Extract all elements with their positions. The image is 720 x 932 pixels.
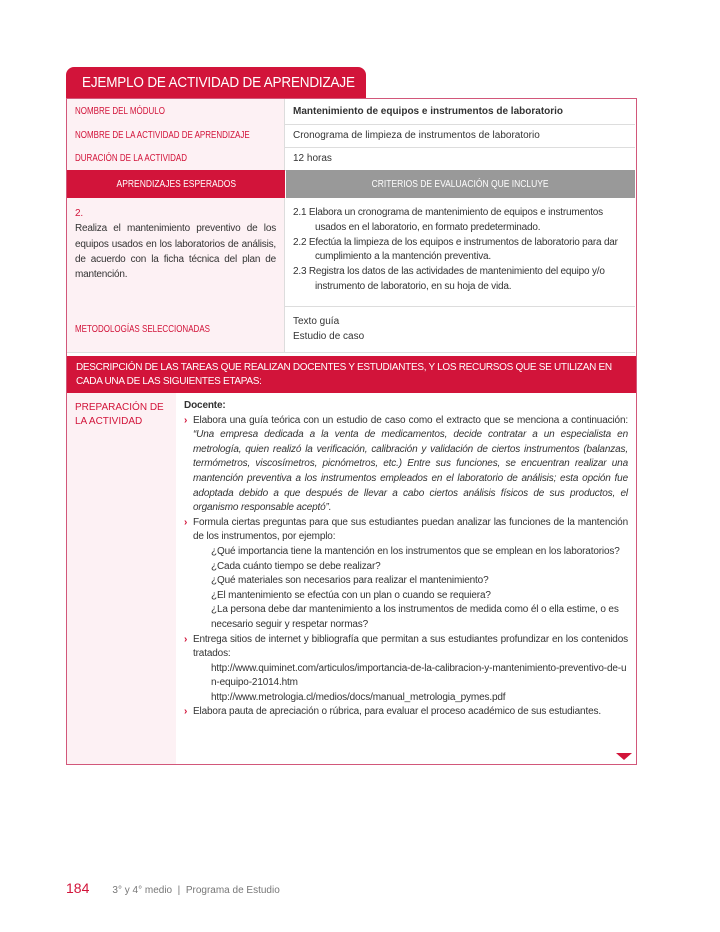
- activity-label: NOMBRE DE LA ACTIVIDAD DE APRENDIZAJE: [75, 130, 250, 141]
- criterion: 2.2 Efectúa la limpieza de los equipos e instrumentos de laboratorio para dar cumplimiento a la mantención preventiva.: [293, 236, 618, 263]
- module-value: Mantenimiento de equipos e instrumentos de laboratorio: [293, 106, 564, 117]
- duration-label: DURACIÓN DE LA ACTIVIDAD: [75, 153, 188, 164]
- resource-link[interactable]: http://www.quiminet.com/articulos/importancia-de-la-calibracion-y-mantenimiento-preventivo-de-un-equipo-21014.htm: [211, 662, 627, 689]
- continue-arrow-icon: [616, 753, 632, 760]
- criterion: 2.1 Elabora un cronograma de mantenimiento de equipos e instrumentos usados en el laboratorio, en formato predeterminado.: [293, 207, 603, 233]
- prep-label: PREPARACIÓN DE LA ACTIVIDAD: [67, 393, 176, 764]
- question: ¿Qué importancia tiene la mantención en los instrumentos que se emplean en los laboratorios?: [211, 545, 620, 557]
- learning-number: 2.: [75, 208, 83, 219]
- duration-label-cell: [67, 147, 285, 170]
- activity-value: Cronograma de limpieza de instrumentos de laboratorio: [293, 130, 540, 141]
- question: ¿La persona debe dar mantenimiento a los instrumentos de medida como él o ella estime, o es necesario seguir y respetar normas?: [211, 604, 619, 630]
- activity-label-cell: [67, 124, 285, 147]
- page-footer: [66, 880, 280, 896]
- methods-row: [67, 306, 635, 353]
- learning-text: Realiza el mantenimiento preventivo de los equipos usados en los laboratorios de análisis, de acuerdo con la ficha técnica del plan de mantención.: [75, 223, 276, 281]
- question: ¿Qué materiales son necesarios para realizar el mantenimiento?: [211, 575, 489, 587]
- bullet-text: Formula ciertas preguntas para que sus estudiantes puedan analizar las funciones de la mantención de los instrumentos, por ejemplo:: [193, 516, 628, 543]
- activity-table: [66, 98, 637, 765]
- footer-text: 3° y 4° medio | Programa de Estudio: [112, 885, 280, 896]
- prep-bullet: [184, 633, 628, 706]
- section-title: EJEMPLO DE ACTIVIDAD DE APRENDIZAJE: [82, 74, 355, 91]
- method-item: Texto guía: [293, 315, 340, 327]
- learning-header-cell: [67, 170, 285, 198]
- learning-cell: [67, 198, 285, 306]
- learning-row: [67, 198, 635, 307]
- question: ¿El mantenimiento se efectúa con un plan o cuando se requiera?: [211, 589, 491, 601]
- criterion: 2.3 Registra los datos de las actividades de mantenimiento del equipo y/o instrumento de laboratorio, en su hoja de vida.: [293, 266, 605, 292]
- resource-link[interactable]: http://www.metrologia.cl/medios/docs/manual_metrologia_pymes.pdf: [211, 691, 506, 703]
- prep-bullet: [184, 516, 628, 633]
- prep-bullet: › Elabora pauta de apreciación o rúbrica, para evaluar el proceso académico de sus estudiantes.: [184, 705, 628, 720]
- module-row: [67, 99, 635, 125]
- duration-value: 12 horas: [293, 153, 332, 164]
- case-quote: “Una empresa dedicada a la venta de medicamentos, decide contratar a un especialista en metrología, quien realizó la verificación, calibración y validación de ciertos instrumentos (balanzas, termómetros, viscosímetros, picnómetros, etc.) Entre sus funciones, se encuentran realizar una mantención preventiva a los instrumentos empleados en el laboratorio de análisis; esta opción fue adoptada debido a que después de llevar a cabo ciertos análisis físicos de sus productos, el organismo responsable aceptó”.: [193, 429, 628, 514]
- criteria-header: CRITERIOS DE EVALUACIÓN QUE INCLUYE: [372, 178, 549, 190]
- module-label: NOMBRE DEL MÓDULO: [75, 106, 165, 117]
- prep-role: Docente:: [184, 400, 226, 411]
- methods-label-cell: [67, 306, 285, 352]
- learning-header: APRENDIZAJES ESPERADOS: [116, 178, 236, 190]
- criteria-cell: [286, 198, 635, 306]
- bullet-text: Elabora una guía teórica con un estudio de caso como el extracto que se menciona a continuación:: [193, 414, 628, 426]
- methods-list: [286, 306, 635, 352]
- method-item: Estudio de caso: [293, 331, 365, 342]
- activity-row: [67, 124, 635, 148]
- page-number: 184: [66, 880, 90, 896]
- duration-row: [67, 147, 635, 171]
- criteria-header-cell: [286, 170, 635, 198]
- prep-bullet: [184, 414, 628, 516]
- module-label-cell: [67, 99, 285, 124]
- description-header: DESCRIPCIÓN DE LAS TAREAS QUE REALIZAN DOCENTES Y ESTUDIANTES, Y LOS RECURSOS QUE SE UTILIZAN EN CADA UNA DE LAS SIGUIENTES ETAPAS:: [67, 356, 636, 393]
- question: ¿Cada cuánto tiempo se debe realizar?: [211, 560, 381, 572]
- prep-content: [184, 399, 628, 720]
- methods-label: METODOLOGÍAS SELECCIONADAS: [75, 323, 210, 335]
- header-row: [67, 170, 635, 198]
- bullet-text: Entrega sitios de internet y bibliografía que permitan a sus estudiantes profundizar en los contenidos tratados:: [193, 633, 628, 660]
- section-title-tab: [66, 67, 366, 98]
